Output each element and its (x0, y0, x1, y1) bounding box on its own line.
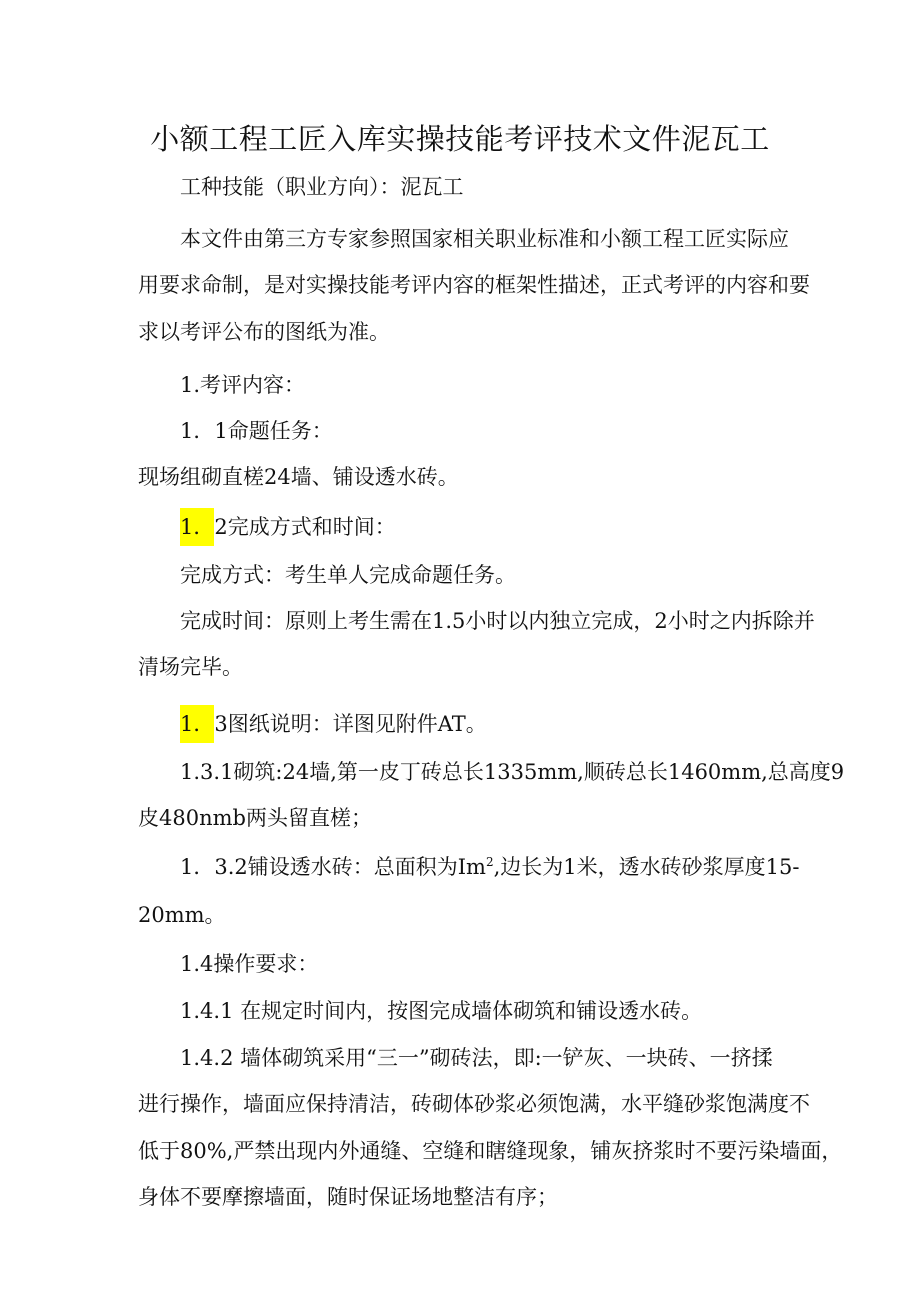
section-1-2-heading (180, 508, 396, 546)
intro-line-1: 本文件由第三方专家参照国家相关职业标准和小额工程工匠实际应 (180, 227, 789, 251)
document-title: 小额工程工匠入库实操技能考评技术文件泥瓦工 (150, 122, 770, 156)
section-1-3-2-text-a: 1．3.2铺设透水砖：总面积为Im (180, 855, 486, 879)
section-1-heading: 1.考评内容： (180, 373, 306, 397)
highlight-mark: 1． (180, 705, 214, 743)
section-1-4-2-line-3: 低于80%,严禁出现内外通缝、空缝和瞎缝现象，铺灰挤浆时不要污染墙面， (138, 1139, 843, 1163)
section-1-2-mode: 完成方式：考生单人完成命题任务。 (180, 563, 516, 587)
section-1-3-1-line-2: 皮480nmb两头留直槎； (138, 806, 372, 830)
section-1-3-2-line-1 (180, 852, 799, 882)
section-1-4-2-line-1: 1.4.2 墙体砌筑采用“三一”砌砖法，即:一铲灰、一块砖、一挤揉 (180, 1046, 773, 1070)
highlight-mark: 1． (180, 508, 214, 546)
section-1-2-heading-text: 2完成方式和时间： (214, 515, 396, 539)
superscript-2: 2 (485, 855, 494, 869)
section-1-4-heading: 1.4操作要求： (180, 952, 319, 976)
section-1-1-text: 现场组砌直槎24墙、铺设透水砖。 (138, 465, 459, 489)
intro-line-2: 用要求命制，是对实操技能考评内容的框架性描述，正式考评的内容和要 (138, 273, 810, 297)
section-1-3-1-line-1: 1.3.1砌筑:24墙,第一皮丁砖总长1335mm,顺砖总长1460mm,总高度9 (180, 760, 845, 784)
section-1-2-time-line-1: 完成时间：原则上考生需在1.5小时以内独立完成，2小时之内拆除并 (180, 609, 815, 633)
section-1-3-heading-text: 3图纸说明：详图见附件AT。 (214, 712, 487, 736)
section-1-4-1: 1.4.1 在规定时间内，按图完成墙体砌筑和铺设透水砖。 (180, 999, 703, 1023)
section-1-4-2-line-4: 身体不要摩擦墙面，随时保证场地整洁有序； (138, 1185, 558, 1209)
section-1-2-time-line-2: 清场完毕。 (138, 655, 243, 679)
section-1-4-2-line-2: 进行操作，墙面应保持清洁，砖砌体砂浆必须饱满，水平缝砂浆饱满度不 (138, 1092, 810, 1116)
section-1-3-2-line-2: 20mm。 (138, 903, 226, 927)
section-1-3-heading (180, 705, 487, 743)
section-1-1-heading: 1．1命题任务： (180, 419, 333, 443)
work-type-line: 工种技能（职业方向）：泥瓦工 (180, 175, 464, 199)
section-1-3-2-text-b: ,边长为1米，透水砖砂浆厚度15- (493, 855, 800, 879)
intro-line-3: 求以考评公布的图纸为准。 (138, 320, 390, 344)
